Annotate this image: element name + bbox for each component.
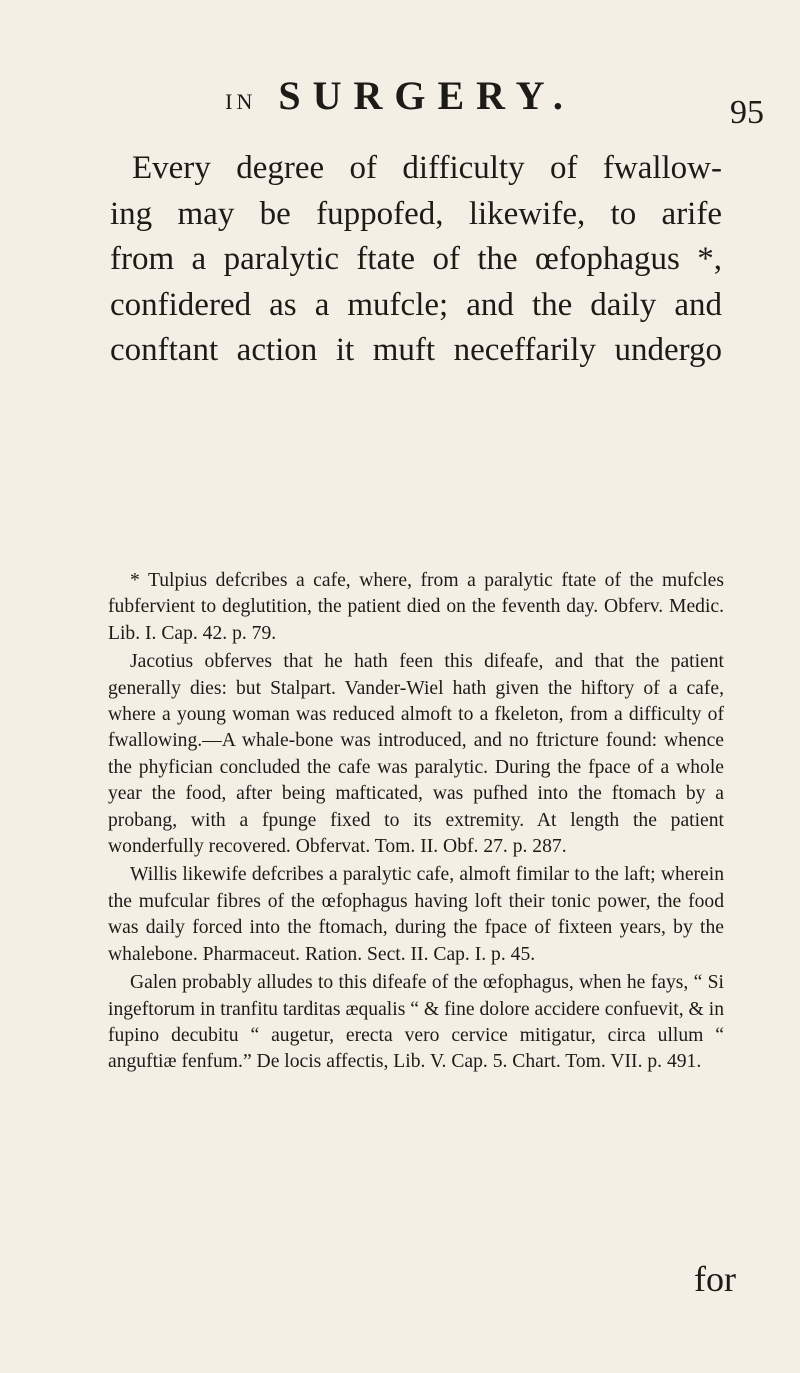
- catchword: for: [694, 1259, 736, 1299]
- main-text-line: Every degree of difficulty of fwallow-: [132, 150, 722, 186]
- main-text-line: conftant action it muft neceffarily undergo: [110, 332, 722, 368]
- main-text: [110, 146, 722, 374]
- footnote-galen: Galen probably alludes to this difeafe of the œfophagus, when he fays, “ Si ingeftorum in tranfitu tarditas æqualis “ & fine dolore accidere confuevit, & in fupino decubitu “ augetur, erecta vero cervice mitigatur, circa ullum “ anguftiæ fenfum.” De locis affectis, Lib. V. Cap. 5. Chart. Tom. VII. p. 491.: [108, 972, 724, 1073]
- main-text-line: from a paralytic ftate of the œfophagus *,: [110, 241, 722, 277]
- footnotes: [108, 568, 724, 1078]
- running-title-text: SURGERY.: [278, 73, 575, 118]
- main-text-line: ing may be fuppofed, likewife, to arife: [110, 195, 722, 232]
- running-title: [0, 72, 800, 119]
- running-head: [0, 72, 800, 131]
- main-text-line: confidered as a mufcle; and the daily and: [110, 286, 722, 323]
- footnote-tulpius: * Tulpius defcribes a cafe, where, from a paralytic ftate of the mufcles fubfervient to deglutition, the patient died on the feventh day. Obferv. Medic. Lib. I. Cap. 42. p. 79.: [108, 570, 724, 644]
- footnote-willis: Willis likewife defcribes a paralytic cafe, almoft fimilar to the laft; wherein the mufcular fibres of the œfophagus having loft their tonic power, the food was daily forced into the ftomach, during the fpace of fixteen years, by the whalebone. Pharmaceut. Ration. Sect. II. Cap. I. p. 45.: [108, 864, 724, 965]
- page-number: 95: [730, 94, 764, 131]
- footnote-jacotius: Jacotius obferves that he hath feen this difeafe, and that the patient generally dies: but Stalpart. Vander-Wiel hath given the hiftory of a cafe, where a young woman was reduced almoft to a fkeleton, from a difficulty of fwallowing.—A whale-bone was introduced, and no ftricture found: whence the phyfician concluded the cafe was paralytic. During the fpace of a whole year the food, after being mafticated, was pufhed into the ftomach by a probang, with a fpunge fixed to its extremity. At length the patient wonderfully recovered. Obfervat. Tom. II. Obf. 27. p. 287.: [108, 651, 724, 858]
- running-title-prefix: IN: [225, 89, 257, 114]
